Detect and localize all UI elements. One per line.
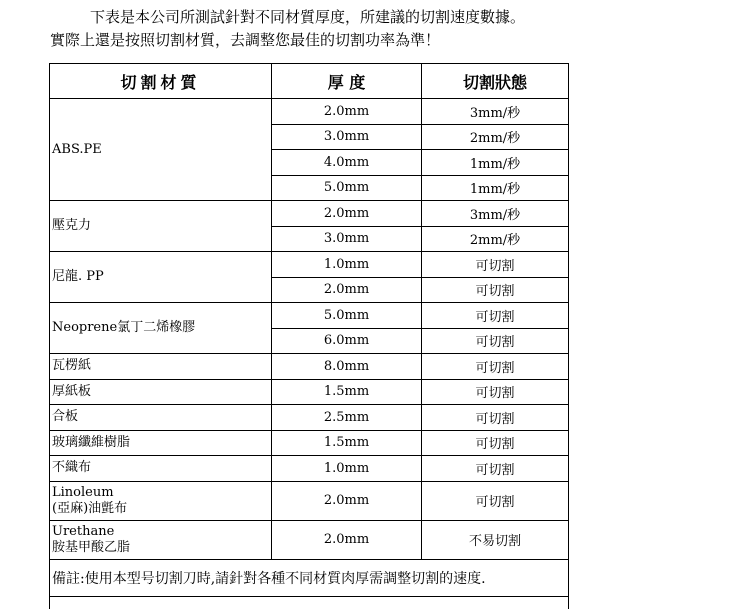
intro-line-2: 實際上還是按照切割材質，去調整您最佳的切割功率為準！	[50, 31, 441, 49]
cutting-speed-table	[49, 63, 569, 609]
status-cell: 可切割	[422, 430, 569, 456]
material-cell: 不織布	[50, 456, 272, 482]
note-spacer-row	[50, 596, 569, 609]
thickness-cell: 2.0mm	[272, 481, 422, 520]
material-cell: 玻璃纖維樹脂	[50, 430, 272, 456]
thickness-cell: 2.5mm	[272, 405, 422, 431]
status-cell: 3mm/秒	[422, 201, 569, 227]
thickness-cell: 1.5mm	[272, 379, 422, 405]
table-row	[50, 379, 569, 405]
thickness-cell: 5.0mm	[272, 303, 422, 329]
thickness-cell: 1.5mm	[272, 430, 422, 456]
status-cell: 可切割	[422, 456, 569, 482]
material-cell	[50, 520, 272, 559]
material-cell	[50, 481, 272, 520]
status-cell: 不易切割	[422, 520, 569, 559]
thickness-cell: 2.0mm	[272, 520, 422, 559]
thickness-cell: 2.0mm	[272, 201, 422, 227]
material-cell: 合板	[50, 405, 272, 431]
status-cell: 可切割	[422, 303, 569, 329]
note-spacer	[50, 596, 569, 609]
table-row	[50, 405, 569, 431]
header-material: 切割材質	[50, 64, 272, 99]
status-cell: 可切割	[422, 405, 569, 431]
thickness-cell: 3.0mm	[272, 226, 422, 252]
table-row	[50, 456, 569, 482]
status-cell: 可切割	[422, 379, 569, 405]
material-line-2: 胺基甲酸乙脂	[52, 539, 131, 555]
status-cell: 可切割	[422, 277, 569, 303]
status-cell: 可切割	[422, 354, 569, 380]
material-cell: 厚紙板	[50, 379, 272, 405]
material-cell: ABS.PE	[50, 99, 272, 201]
note-row	[50, 559, 569, 596]
thickness-cell: 6.0mm	[272, 328, 422, 354]
material-line-1: Urethane	[52, 523, 115, 539]
thickness-cell: 4.0mm	[272, 150, 422, 176]
header-thickness: 厚 度	[272, 64, 422, 99]
status-cell: 1mm/秒	[422, 175, 569, 201]
table-row	[50, 430, 569, 456]
table-row	[50, 354, 569, 380]
table-row	[50, 481, 569, 520]
thickness-cell: 5.0mm	[272, 175, 422, 201]
thickness-cell: 1.0mm	[272, 456, 422, 482]
status-cell: 可切割	[422, 481, 569, 520]
material-line-2: (亞麻)油氈布	[52, 500, 128, 516]
table-row	[50, 520, 569, 559]
thickness-cell: 2.0mm	[272, 99, 422, 125]
table-row	[50, 252, 569, 278]
table-row	[50, 201, 569, 227]
material-cell: Neoprene氯丁二烯橡膠	[50, 303, 272, 354]
status-cell: 2mm/秒	[422, 124, 569, 150]
thickness-cell: 2.0mm	[272, 277, 422, 303]
material-cell: 壓克力	[50, 201, 272, 252]
status-cell: 可切割	[422, 328, 569, 354]
material-line-1: Linoleum	[52, 484, 114, 500]
status-cell: 1mm/秒	[422, 150, 569, 176]
table-header-row	[50, 64, 569, 99]
thickness-cell: 1.0mm	[272, 252, 422, 278]
header-status: 切割狀態	[422, 64, 569, 99]
material-cell: 尼龍. PP	[50, 252, 272, 303]
table-row	[50, 303, 569, 329]
material-cell: 瓦楞紙	[50, 354, 272, 380]
thickness-cell: 8.0mm	[272, 354, 422, 380]
intro-text	[50, 6, 730, 52]
status-cell: 3mm/秒	[422, 99, 569, 125]
status-cell: 可切割	[422, 252, 569, 278]
thickness-cell: 3.0mm	[272, 124, 422, 150]
intro-line-1: 下表是本公司所測試針對不同材質厚度，所建議的切割速度數據。	[90, 8, 526, 26]
status-cell: 2mm/秒	[422, 226, 569, 252]
note-text: 備註:使用本型号切割刀時,請針對各種不同材質肉厚需調整切割的速度.	[50, 559, 569, 596]
table-row	[50, 99, 569, 125]
